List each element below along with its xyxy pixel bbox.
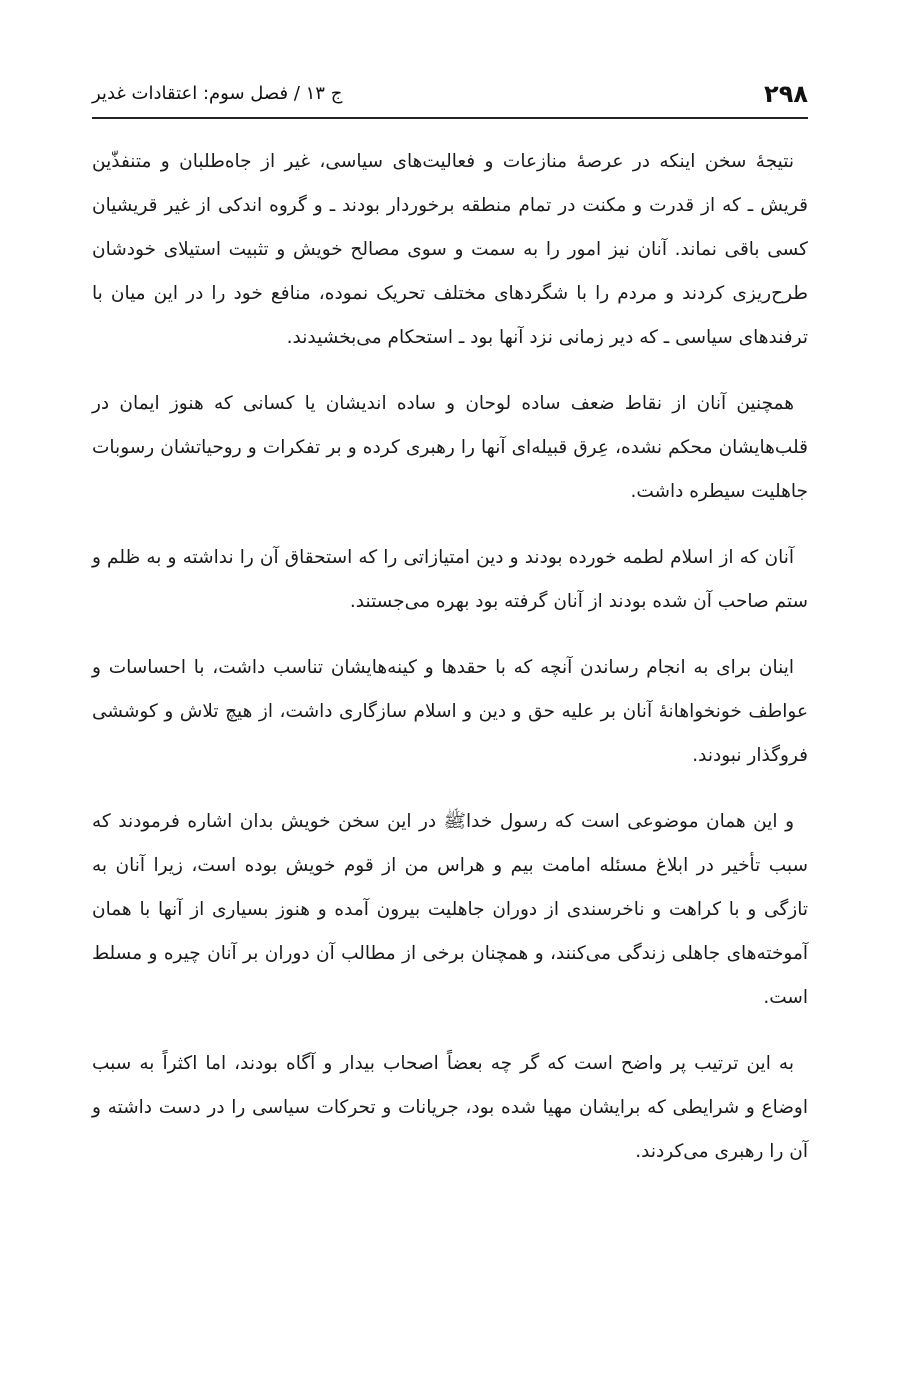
paragraph: نتیجهٔ سخن اینکه در عرصهٔ منازعات و فعالیت‌های سیاسی، غیر از جاه‌طلبان و متنفذّین قریش ـ که از قدرت و مکنت در تمام منطقه برخوردار بودند ـ و گروه اندکی از غیر قریشیان کسی باقی نماند. آنان نیز امور را به سمت و سوی مصالح خویش و تثبیت استیلای خودشان طرح‌ریزی کردند و مردم را با شگردهای مختلف تحریک نموده، منافع خود را در این میان با ترفندهای سیاسی ـ که دیر زمانی نزد آنها بود ـ استحکام می‌بخشیدند. xyxy=(92,151,808,348)
page-header xyxy=(92,70,808,114)
paragraph: به این ترتیب پر واضح است که گر چه بعضاً اصحاب بیدار و آگاه بودند، اما اکثراً به سبب اوضاع و شرایطی که برایشان مهیا شده بود، جریانات و تحرکات سیاسی را در دست داشته و آن را رهبری می‌کردند. xyxy=(92,1053,808,1162)
page-number: ۲۹۸ xyxy=(764,80,808,108)
header-divider xyxy=(92,117,808,119)
paragraph: اینان برای به انجام رساندن آنچه که با حقدها و کینه‌هایشان تناسب داشت، با احساسات و عواطف خونخواهانهٔ آنان بر علیه حق و دین و اسلام سازگاری داشت، از هیچ تلاش و کوششی فروگذار نبودند. xyxy=(92,657,808,766)
paragraph: و این همان موضوعی است که رسول خداﷺ در این سخن خویش بدان اشاره فرمودند که سبب تأخیر در ابلاغ مسئله امامت بیم و هراس من از قوم خویش بوده است، زیرا آنان به تازگی و با کراهت و ناخرسندی از دوران جاهلیت بیرون آمده و هنوز بسیاری از آنها با همان آموخته‌های جاهلی زندگی می‌کنند، و همچنان برخی از مطالب آن دوران بر آنان چیره و مسلط است. xyxy=(92,811,808,1008)
running-title: ج ۱۳ / فصل سوم: اعتقادات غدیر xyxy=(92,83,343,104)
book-page xyxy=(92,0,808,1390)
paragraph: آنان که از اسلام لطمه خورده بودند و دین امتیازاتی را که استحقاق آن را نداشته و به ظلم و ستم صاحب آن شده بودند از آنان گرفته بود بهره می‌جستند. xyxy=(92,547,808,612)
page-body xyxy=(92,140,808,1196)
paragraph: همچنین آنان از نقاط ضعف ساده لوحان و ساده اندیشان یا کسانی که هنوز ایمان در قلب‌هایشان محکم نشده، عِرق قبیله‌ای آنها را رهبری کرده و بر تفکرات و روحیاتشان رسوبات جاهلیت سیطره داشت. xyxy=(92,393,808,502)
